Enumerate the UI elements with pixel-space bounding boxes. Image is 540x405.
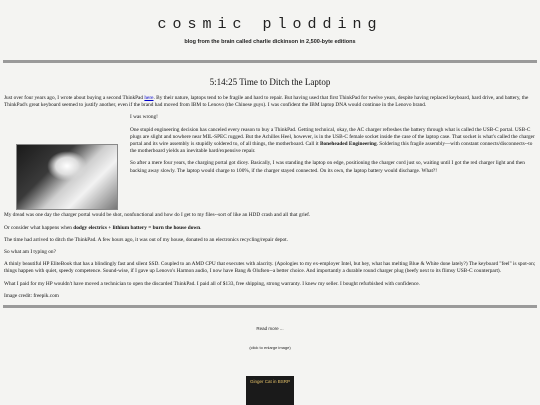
here-link[interactable]: here xyxy=(144,95,154,101)
paragraph-wrong: I was wrong! xyxy=(130,114,158,121)
paragraph-text: One stupid engineering decision has canceled every reason to buy a ThinkPad. Getting technical, okay, the AC charger refreshes the battery through what is called the USB-C portal. USB-C plugs are slight and nowhere near MIL-SPEC rugged. But the Achilles Heel, however, is in the USB-C female socket inside the case of the laptop case. That socket is what's called the charger portal and its wire assembly is stupidly soldered to, of all things, the motherboard. Call it xyxy=(130,126,535,148)
paragraph-text: . xyxy=(200,224,202,231)
header-divider xyxy=(3,60,537,63)
bold-phrase: Boneheaded Engineering xyxy=(319,141,377,148)
paragraph-text: Or consider what happens when xyxy=(4,224,74,231)
figure-side-text xyxy=(130,114,536,210)
paragraph-engineering xyxy=(130,127,536,156)
site-tagline: blog from the brain called charlie dickinson in 2,500-byte editions xyxy=(184,39,356,45)
paragraph-hp: A thinly beautiful HP EliteBook that has a blindingly fast and silent SSD. Coupled to an AMD CPU that executes with alacrity. (Apologies to my ex-employer Intel, but hey, what has melting Blue & White done lately?) The keyboard "feel" is spot-on; things happen with quiet, speedy competence. Sound-wise, if I gave up Lenovo's Harmon audio, I now have Bang & Olufsen--a better choice. And importantly a durable round charger plug (beefy next to its flimsy USB-C counterpart). xyxy=(4,261,536,275)
paragraph-text: . By their nature, laptops tend to be fragile and hard to repair. But having used that first ThinkPad for twelve years, despite having replaced keyboard, hard drive, and battery, the ThinkPad's great keyboard seemed to justify another, even if the brand had moved from IBM to Lenovo (the Chinese guys). I was confident the IBM laptop DNA would continue in the Lenovo brand. xyxy=(4,95,529,109)
read-more-link[interactable]: Read more ... xyxy=(256,326,284,332)
bold-phrase: dodgy electrics + lithium battery = burn the house down xyxy=(73,224,201,231)
paragraph-dodgy xyxy=(4,225,536,232)
paragraph-price: What I paid for my HP wouldn't have moved a technician to open the discarded ThinkPad. I paid all of $133, free shipping, strong warranty. I knew my seller. I bought refurbished with confidence. xyxy=(4,280,420,287)
figure-row xyxy=(4,114,536,210)
paragraph-intro xyxy=(4,95,536,109)
paragraph-question: So what am I typing on? xyxy=(4,249,56,256)
paragraph-charging: So after a mere four years, the charging portal got dicey. Basically, I was standing the laptop on edge, positioning the charger cord just so, waiting until I got the red charger light and then backing away slowly. The laptop would charge to 100%, if the charger stayed connected. On its own, the laptop battery would discharge. What?! xyxy=(130,160,525,174)
paragraph-text: . Soldering this fragile assembly—with constant connects/disconnects--to the motherboard yields an inevitable hard/expensive repair. xyxy=(130,141,533,155)
paragraph-ditch: The time had arrived to ditch the ThinkPad. A few hours ago, it was out of my house, donated to an electronics recycling/repair depot. xyxy=(4,236,288,243)
site-title[interactable]: cosmic plodding xyxy=(157,16,383,33)
paragraph-dread: My dread was one day the charger portal would be shot, nonfunctional and how do I get to my files--sort of like an HDD crash and all that grief. xyxy=(4,212,311,219)
image-credit: Image credit: freepik.com xyxy=(4,292,59,299)
post-title: 5:14:25 Time to Ditch the Laptop xyxy=(209,77,331,87)
enlarge-caption: (click to enlarge image) xyxy=(249,345,291,351)
post-body xyxy=(0,95,540,300)
book-cover-image[interactable] xyxy=(246,376,294,405)
book-title: Ginger Cat in BSRP xyxy=(249,379,291,384)
smoke-graphic xyxy=(47,151,87,181)
site-header xyxy=(0,0,540,60)
paragraph-text: Just over four years ago, I wrote about buying a second ThinkPad xyxy=(4,95,145,101)
footer-divider xyxy=(3,305,537,308)
burning-laptop-image[interactable] xyxy=(16,144,118,210)
